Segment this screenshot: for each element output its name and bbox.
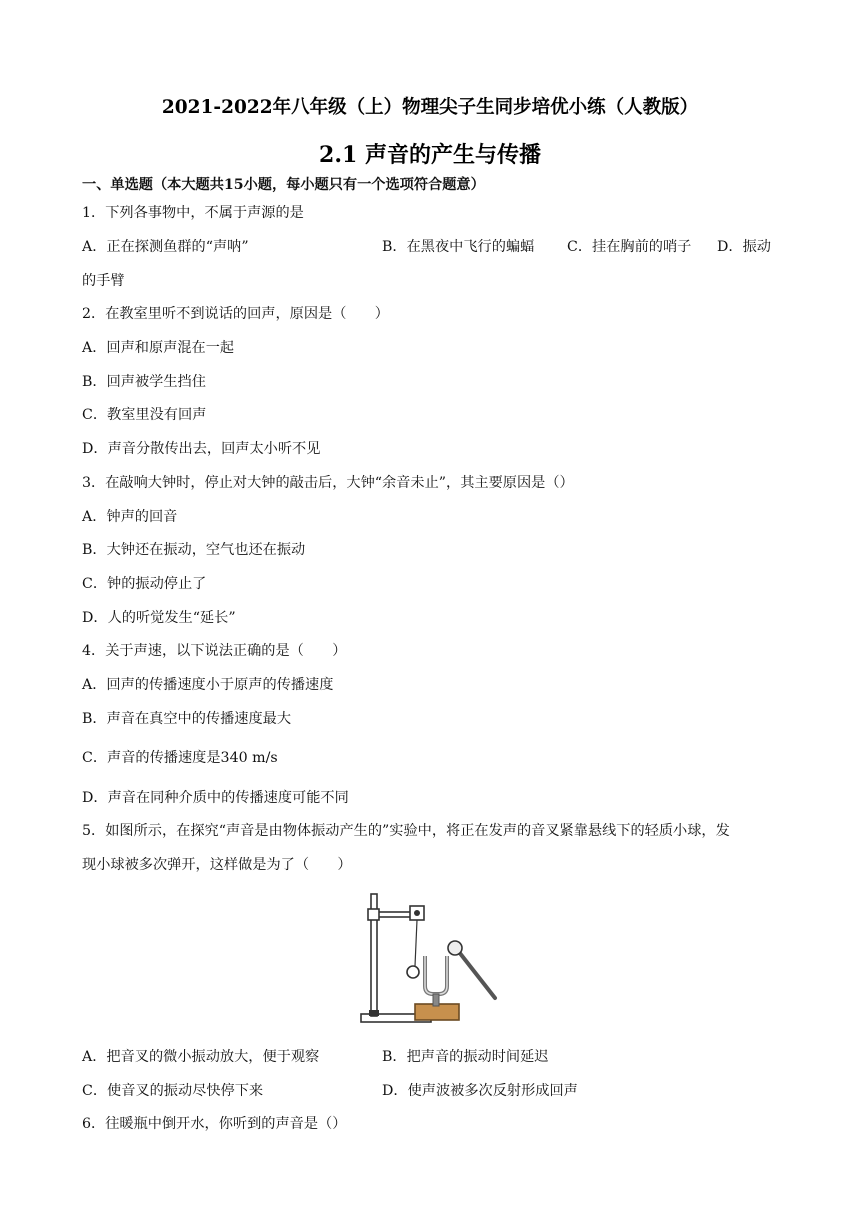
light-ball [407,966,419,978]
question-3-option-b: B．大钟还在振动，空气也还在振动 [82,542,306,558]
question-5-option-b: B．把声音的振动时间延迟 [382,1049,549,1065]
question-3-option-c: C．钟的振动停止了 [82,576,207,592]
question-2-option-c: C．教室里没有回声 [82,407,207,423]
clamp-knob [368,909,379,920]
document-title: 2021-2022年八年级（上）物理尖子生同步培优小练（人教版） [161,97,699,118]
question-4-option-c: C．声音的传播速度是340 m/s [82,750,278,766]
section-heading: 一、单选题（本大题共15小题，每小题只有一个选项符合题意） [82,177,485,193]
question-3-option-a: A．钟声的回音 [82,509,178,525]
question-5-stem-line-1: 5．如图所示，在探究“声音是由物体振动产生的”实验中，将正在发声的音叉紧靠悬线下的轻质小球，发 [82,823,730,839]
question-3-option-d: D．人的听觉发生“延长” [82,610,236,626]
tuning-fork-experiment-figure [355,886,505,1036]
mallet-head [448,941,462,955]
fork-stem [433,994,439,1006]
question-4-option-a: A．回声的传播速度小于原声的传播速度 [82,677,334,693]
question-1-option-d-continued: 的手臂 [82,273,125,289]
question-1-option-a: A．正在探测鱼群的“声呐” [82,239,249,255]
question-2-option-b: B．回声被学生挡住 [82,374,206,390]
question-2-option-d: D．声音分散传出去，回声太小听不见 [82,441,321,457]
question-6-stem: 6．往暖瓶中倒开水，你听到的声音是（） [82,1116,347,1132]
hanging-string [415,920,417,966]
question-1-option-d: D．振动 [717,239,771,255]
question-5-stem-line-2: 现小球被多次弹开，这样做是为了（ ） [82,857,352,873]
question-1-option-b: B．在黑夜中飞行的蝙蝠 [382,239,535,255]
question-2-option-a: A．回声和原声混在一起 [82,340,235,356]
pole-foot [369,1010,379,1016]
question-3-stem: 3．在敲响大钟时，停止对大钟的敲击后，大钟“余音未止”，其主要原因是（） [82,475,574,491]
question-4-option-b: B．声音在真空中的传播速度最大 [82,711,292,727]
lesson-title: 2.1 声音的产生与传播 [319,142,541,168]
question-2-stem: 2．在教室里听不到说话的回声，原因是（ ） [82,306,389,322]
question-5-option-c: C．使音叉的振动尽快停下来 [82,1083,264,1099]
question-4-stem: 4．关于声速，以下说法正确的是（ ） [82,643,347,659]
question-5-option-d: D．使声波被多次反射形成回声 [382,1083,578,1099]
mallet-handle [459,952,495,998]
question-1-option-c: C．挂在胸前的哨子 [567,239,692,255]
tuning-fork [425,956,447,994]
question-1-stem: 1．下列各事物中，不属于声源的是 [82,205,304,221]
question-4-option-d: D．声音在同种介质中的传播速度可能不同 [82,790,349,806]
question-5-option-a: A．把音叉的微小振动放大，便于观察 [82,1049,320,1065]
